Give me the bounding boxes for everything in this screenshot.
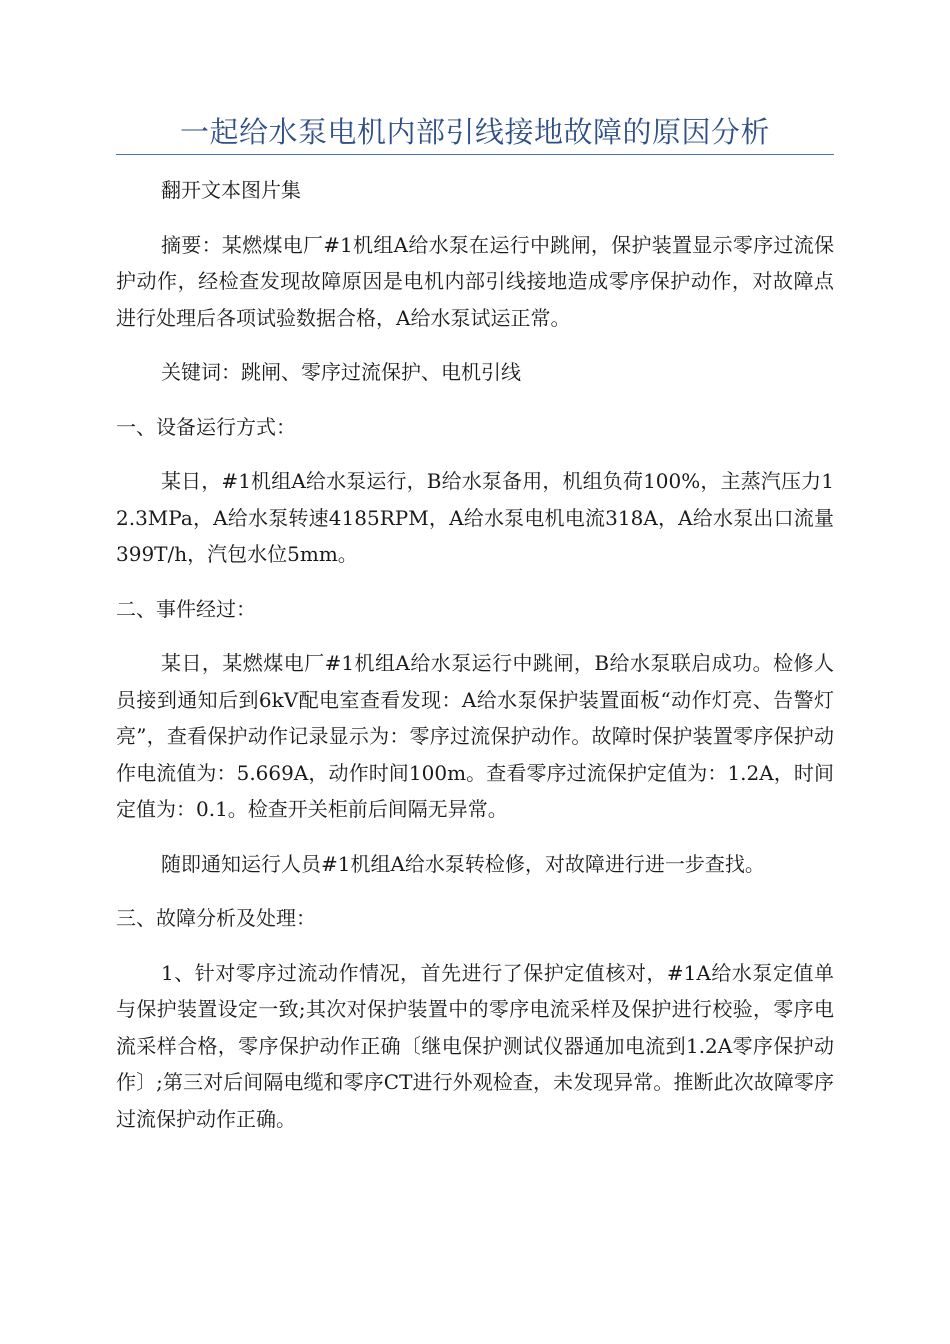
- paragraph-gallery-link: 翻开文本图片集: [161, 178, 301, 202]
- section-heading-1: 一、设备运行方式：: [116, 414, 296, 439]
- document-title: 一起给水泵电机内部引线接地故障的原因分析: [179, 115, 770, 149]
- document-body: [116, 172, 834, 1137]
- section-heading-2: 二、事件经过：: [116, 596, 256, 621]
- paragraph-abstract: 摘要：某燃煤电厂#1机组A给水泵在运行中跳闸，保护装置显示零序过流保护动作，经检查发现故障原因是电机内部引线接地造成零序保护动作，对故障点进行处理后各项试验数据合格，A给水泵试运正常。: [116, 232, 834, 330]
- paragraph-fault-analysis: 1、针对零序过流动作情况，首先进行了保护定值核对，#1A给水泵定值单与保护装置设定一致;其次对保护装置中的零序电流采样及保护进行校验，零序电流采样合格，零序保护动作正确〔继电保护测试仪器通加电流到1.2A零序保护动作〕;第三对后间隔电缆和零序CT进行外观检查，未发现异常。推断此次故障零序过流保护动作正确。: [116, 960, 834, 1131]
- title-underline: [116, 154, 834, 155]
- paragraph-operation-mode: 某日，#1机组A给水泵运行，B给水泵备用，机组负荷100%，主蒸汽压力12.3MPa，A给水泵转速4185RPM，A给水泵电机电流318A，A给水泵出口流量399T/h，汽包水位5mm。: [116, 469, 834, 566]
- paragraph-notify-operation: 随即通知运行人员#1机组A给水泵转检修，对故障进行进一步查找。: [161, 851, 765, 876]
- paragraph-event-details: 某日，某燃煤电厂#1机组A给水泵运行中跳闸，B给水泵联启成功。检修人员接到通知后到6kV配电室查看发现：A给水泵保护装置面板“动作灯亮、告警灯亮”，查看保护动作记录显示为：零序过流保护动作。故障时保护装置零序保护动作电流值为：5.669A，动作时间100m。查看零序过流保护定值为：1.2A，时间定值为：0.1。检查开关柜前后间隔无异常。: [116, 651, 834, 821]
- paragraph-keywords: 关键词：跳闸、零序过流保护、电机引线: [161, 360, 521, 384]
- section-heading-3: 三、故障分析及处理：: [116, 906, 316, 930]
